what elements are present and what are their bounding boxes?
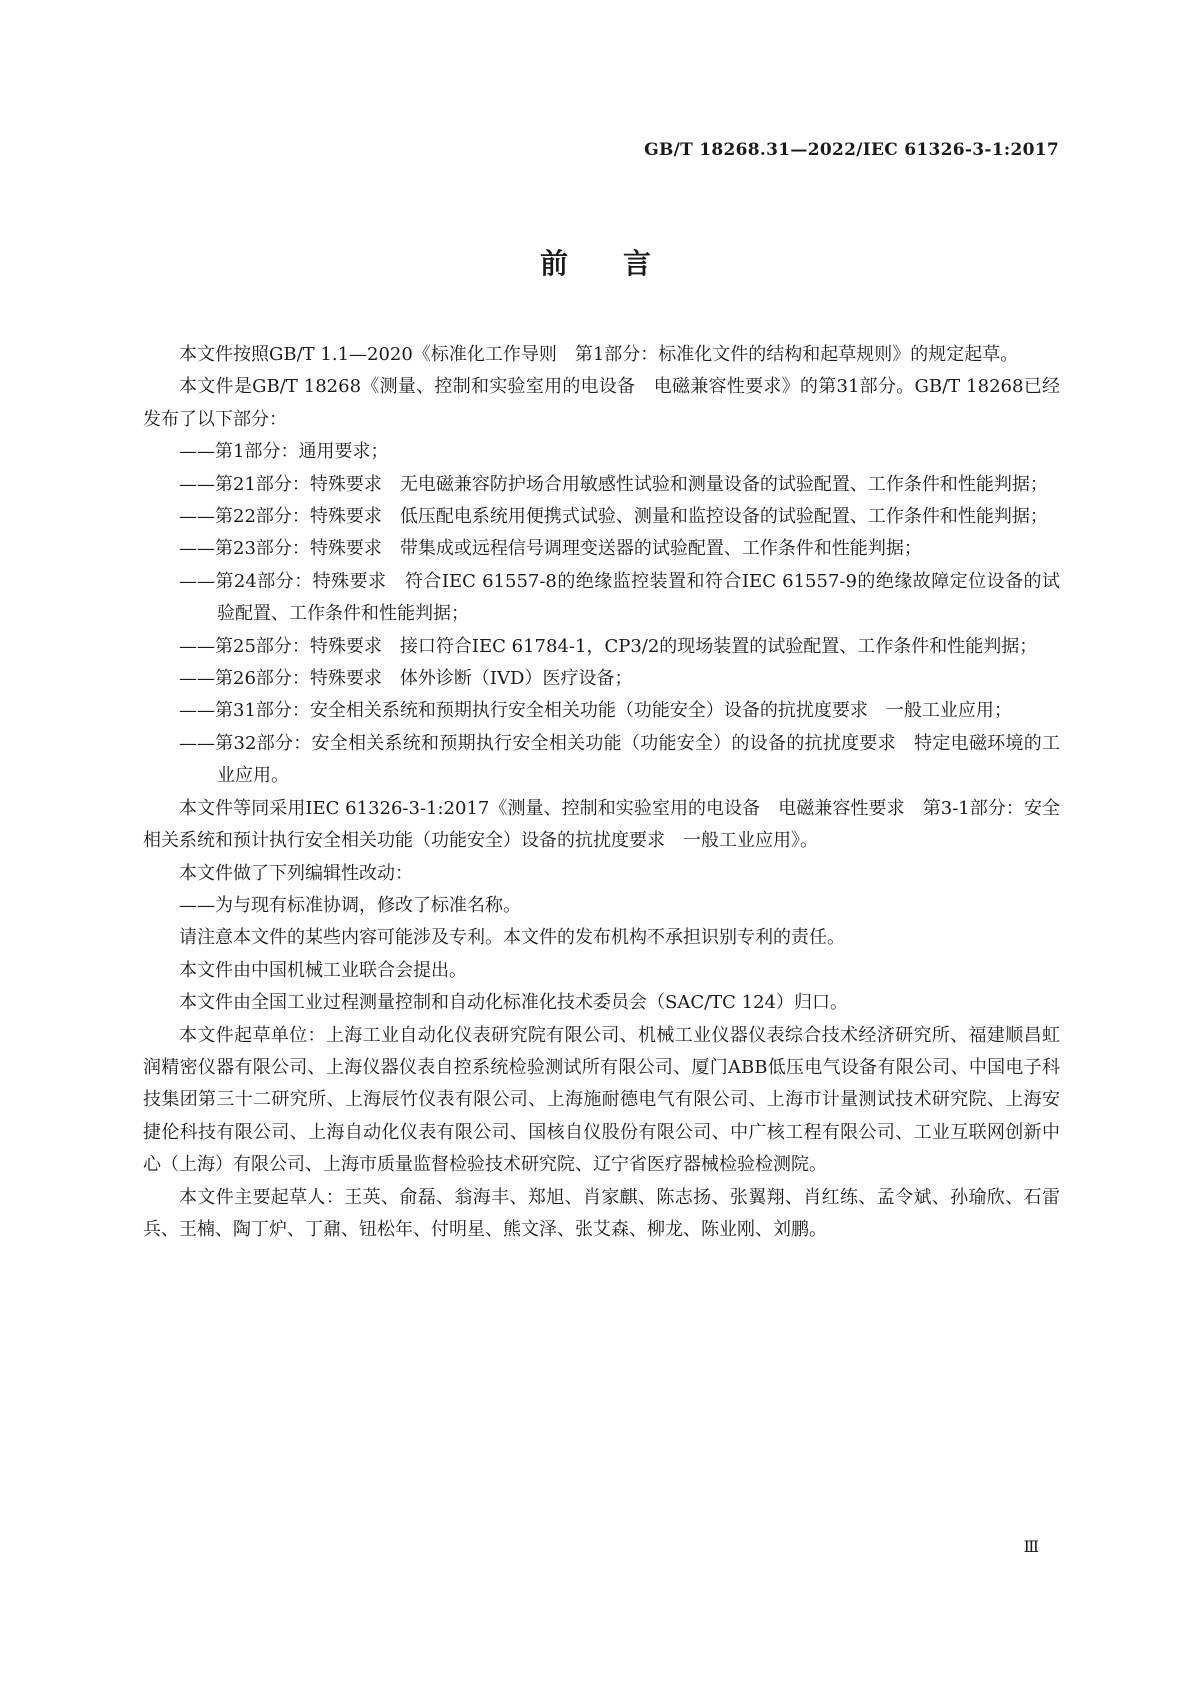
list-item: ——为与现有标准协调，修改了标准名称。 [179, 894, 521, 916]
list-item: ——第32部分：安全相关系统和预期执行安全相关功能（功能安全）的设备的抗扰度要求 特定电磁环境的工业应用。 [179, 732, 1060, 787]
list-item: ——第21部分：特殊要求 无电磁兼容防护场合用敏感性试验和测量设备的试验配置、工作条件和性能判据； [179, 473, 1048, 495]
list-item: ——第22部分：特殊要求 低压配电系统用便携式试验、测量和监控设备的试验配置、工作条件和性能判据； [179, 506, 1048, 528]
paragraph-equivalence: 本文件等同采用IEC 61326-3-1:2017《测量、控制和实验室用的电设备 电磁兼容性要求 第3-1部分：安全相关系统和预计执行安全相关功能（功能安全）设备的抗扰度要求 一般工业应用》。 [143, 797, 1060, 852]
paragraph-editorial-changes: 本文件做了下列编辑性改动： [179, 862, 413, 884]
list-item: ——第25部分：特殊要求 接口符合IEC 61784-1，CP3/2的现场装置的试验配置、工作条件和性能判据； [179, 635, 1038, 657]
paragraph-drafters: 本文件主要起草人：王英、俞磊、翁海丰、郑旭、肖家麒、陈志扬、张翼翔、肖红练、孟令斌、孙瑜欣、石雷兵、王楠、陶丁炉、丁鼐、钮松年、付明星、熊文泽、张艾森、柳龙、陈业刚、刘鹏。 [143, 1186, 1060, 1240]
paragraph-drafting-units: 本文件起草单位：上海工业自动化仪表研究院有限公司、机械工业仪器仪表综合技术经济研究所、福建顺昌虹润精密仪器有限公司、上海仪器仪表自控系统检验测试所有限公司、厦门ABB低压电气设备有限公司、中国电子科技集团第三十二研究所、上海辰竹仪表有限公司、上海施耐德电气有限公司、上海市计量测试技术研究院、上海安捷伦科技有限公司、上海自动化仪表有限公司、国核自仪股份有限公司、中广核工程有限公司、工业互联网创新中心（上海）有限公司、上海市质量监督检验技术研究院、辽宁省医疗器械检验检测院。 [143, 1024, 1060, 1176]
paragraph-series-intro: 本文件是GB/T 18268《测量、控制和实验室用的电设备 电磁兼容性要求》的第31部分。GB/T 18268已经发布了以下部分： [143, 376, 1060, 430]
list-item: ——第24部分：特殊要求 符合IEC 61557-8的绝缘监控装置和符合IEC 61557-9的绝缘故障定位设备的试验配置、工作条件和性能判据； [179, 570, 1060, 625]
page-number: Ⅲ [1023, 1537, 1039, 1556]
list-item: ——第1部分：通用要求； [179, 441, 389, 463]
paragraph-proposer: 本文件由中国机械工业联合会提出。 [179, 959, 467, 981]
paragraph-drafting-rules: 本文件按照GB/T 1.1—2020《标准化工作导则 第1部分：标准化文件的结构和起草规则》的规定起草。 [179, 344, 1019, 365]
paragraph-patent-notice: 请注意本文件的某些内容可能涉及专利。本文件的发布机构不承担识别专利的责任。 [179, 927, 845, 949]
standard-number-header: GB/T 18268.31—2022/IEC 61326-3-1:2017 [644, 140, 1059, 160]
list-item: ——第23部分：特殊要求 带集成或远程信号调理变送器的试验配置、工作条件和性能判据； [179, 538, 922, 560]
paragraph-committee: 本文件由全国工业过程测量控制和自动化标准化技术委员会（SAC/TC 124）归口。 [179, 992, 849, 1014]
document-body [143, 339, 1060, 1246]
list-item: ——第31部分：安全相关系统和预期执行安全相关功能（功能安全）设备的抗扰度要求 一般工业应用； [179, 700, 1012, 722]
list-item: ——第26部分：特殊要求 体外诊断（IVD）医疗设备； [179, 668, 633, 690]
page-title: 前言 [539, 247, 706, 280]
